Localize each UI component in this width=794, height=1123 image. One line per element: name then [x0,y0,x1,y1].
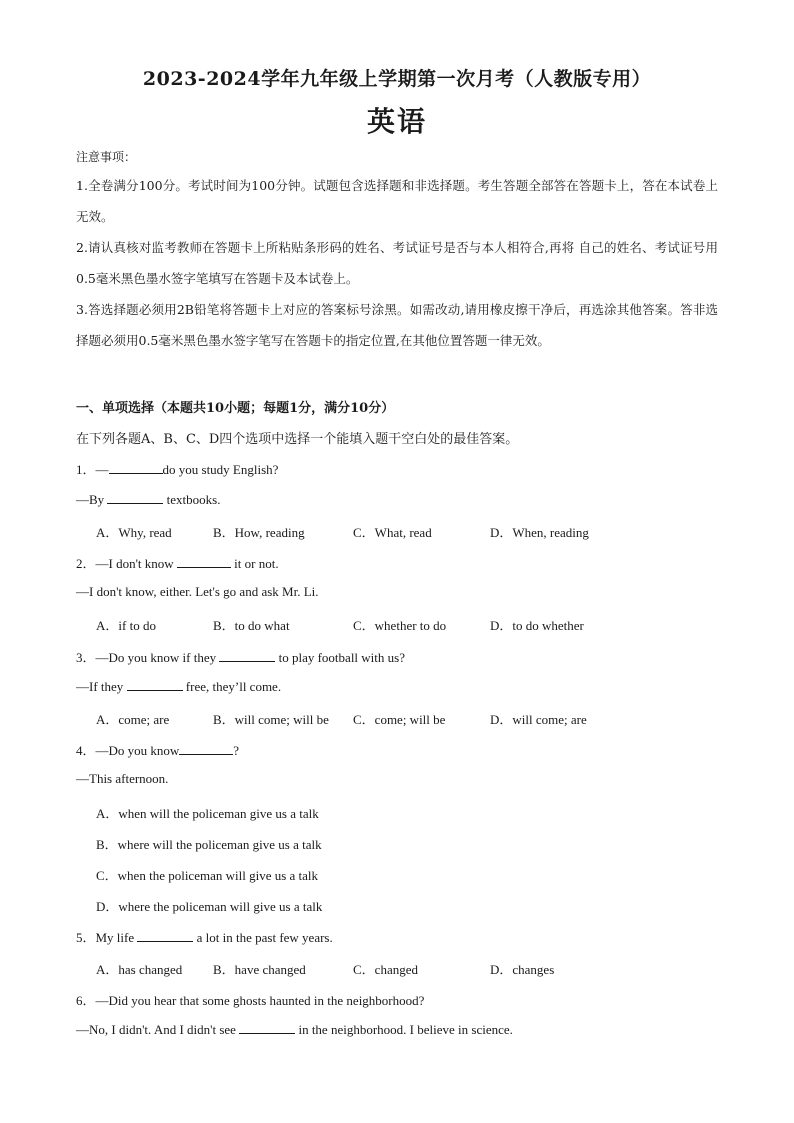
stem-text: textbooks. [163,492,221,507]
question-1-reply [76,491,220,508]
question-5-option-d: D．changes [490,962,555,977]
question-3-stem [76,647,405,666]
notice-list [76,170,718,356]
question-4-option-b: B．where will the policeman give us a talk [96,837,322,852]
stem-text: it or not. [230,556,279,571]
question-5-stem [76,927,333,946]
question-2-option-b: B．to do what [213,618,290,633]
stem-text: 4．—Do you know [76,743,180,758]
question-1-stem [76,459,278,478]
answer-blank [107,491,163,504]
stem-text: in the neighborhood. I believe in science. [295,1022,513,1037]
question-4-stem [76,740,239,759]
answer-blank [109,461,163,474]
stem-text: —If they [76,679,127,694]
question-2-reply: —I don't know, either. Let's go and ask Mr. Li. [76,584,319,599]
question-1-option-d: D．When, reading [490,525,589,540]
question-3-option-b: B．will come; will be [213,712,329,727]
question-2-option-d: D．to do whether [490,618,584,633]
question-1-option-b: B．How, reading [213,525,305,540]
answer-blank [219,649,275,662]
question-6-stem: 6．—Did you hear that some ghosts haunted in the neighborhood? [76,993,425,1008]
stem-text: 5．My life [76,930,138,945]
answer-blank [127,678,183,691]
answer-blank [239,1021,295,1034]
notice-item: 2.请认真核对监考教师在答题卡上所粘贴条形码的姓名、考试证号是否与本人相符合,再将 自己的姓名、考试证号用0.5毫米黑色墨水签字笔填写在答题卡及本试卷上。 [76,240,718,286]
exam-title: 2023-2024学年九年级上学期第一次月考（人教版专用） [142,68,652,90]
question-5-option-a: A．has changed [96,962,183,977]
stem-text: free, they’ll come. [182,679,282,694]
stem-text: 3．—Do you know if they [76,650,220,665]
answer-blank [177,555,231,568]
stem-text: ? [233,743,240,758]
notice-item: 3.答选择题必须用2B铅笔将答题卡上对应的答案标号涂黑。如需改动,请用橡皮擦干净后，再选涂其他答案。答非选择题必须用0.5毫米黑色墨水签字笔写在答题卡的指定位置,在其他位置答题一律无效。 [76,302,718,348]
stem-text: —No, I didn't. And I didn't see [76,1022,240,1037]
stem-text: to play football with us? [275,650,405,665]
question-6-reply [76,1021,513,1038]
notice-item: 1.全卷满分100分。考试时间为100分钟。试题包含选择题和非选择题。考生答题全部答在答题卡上，答在本试卷上无效。 [76,178,718,224]
stem-text: 2．—I don't know [76,556,177,571]
question-5-option-c: C．changed [353,962,418,977]
answer-blank [137,929,193,942]
answer-blank [179,742,233,755]
section-instruction: 在下列各题A、B、C、D四个选项中选择一个能填入题干空白处的最佳答案。 [76,432,519,447]
stem-text: a lot in the past few years. [193,930,333,945]
stem-text: do you study English? [162,462,279,477]
question-3-option-c: C．come; will be [353,712,446,727]
question-3-reply [76,678,281,695]
stem-text: —By [76,492,108,507]
question-1-option-a: A．Why, read [96,525,172,540]
question-3-option-a: A．come; are [96,712,170,727]
question-4-option-a: A．when will the policeman give us a talk [96,806,319,821]
question-3-option-d: D．will come; are [490,712,587,727]
section-title: 一、单项选择（本题共10小题；每题1分，满分10分） [76,401,395,416]
question-2-stem [76,553,279,572]
question-4-reply: —This afternoon. [76,771,169,786]
question-1-option-c: C．What, read [353,525,432,540]
subject-title: 英语 [366,105,427,138]
question-4-option-d: D．where the policeman will give us a talk [96,899,323,914]
notice-heading: 注意事项： [76,150,137,164]
stem-text: 1．— [76,462,109,477]
question-2-option-a: A．if to do [96,618,156,633]
question-4-option-c: C．when the policeman will give us a talk [96,868,319,883]
question-2-option-c: C．whether to do [353,618,447,633]
question-5-option-b: B．have changed [213,962,306,977]
